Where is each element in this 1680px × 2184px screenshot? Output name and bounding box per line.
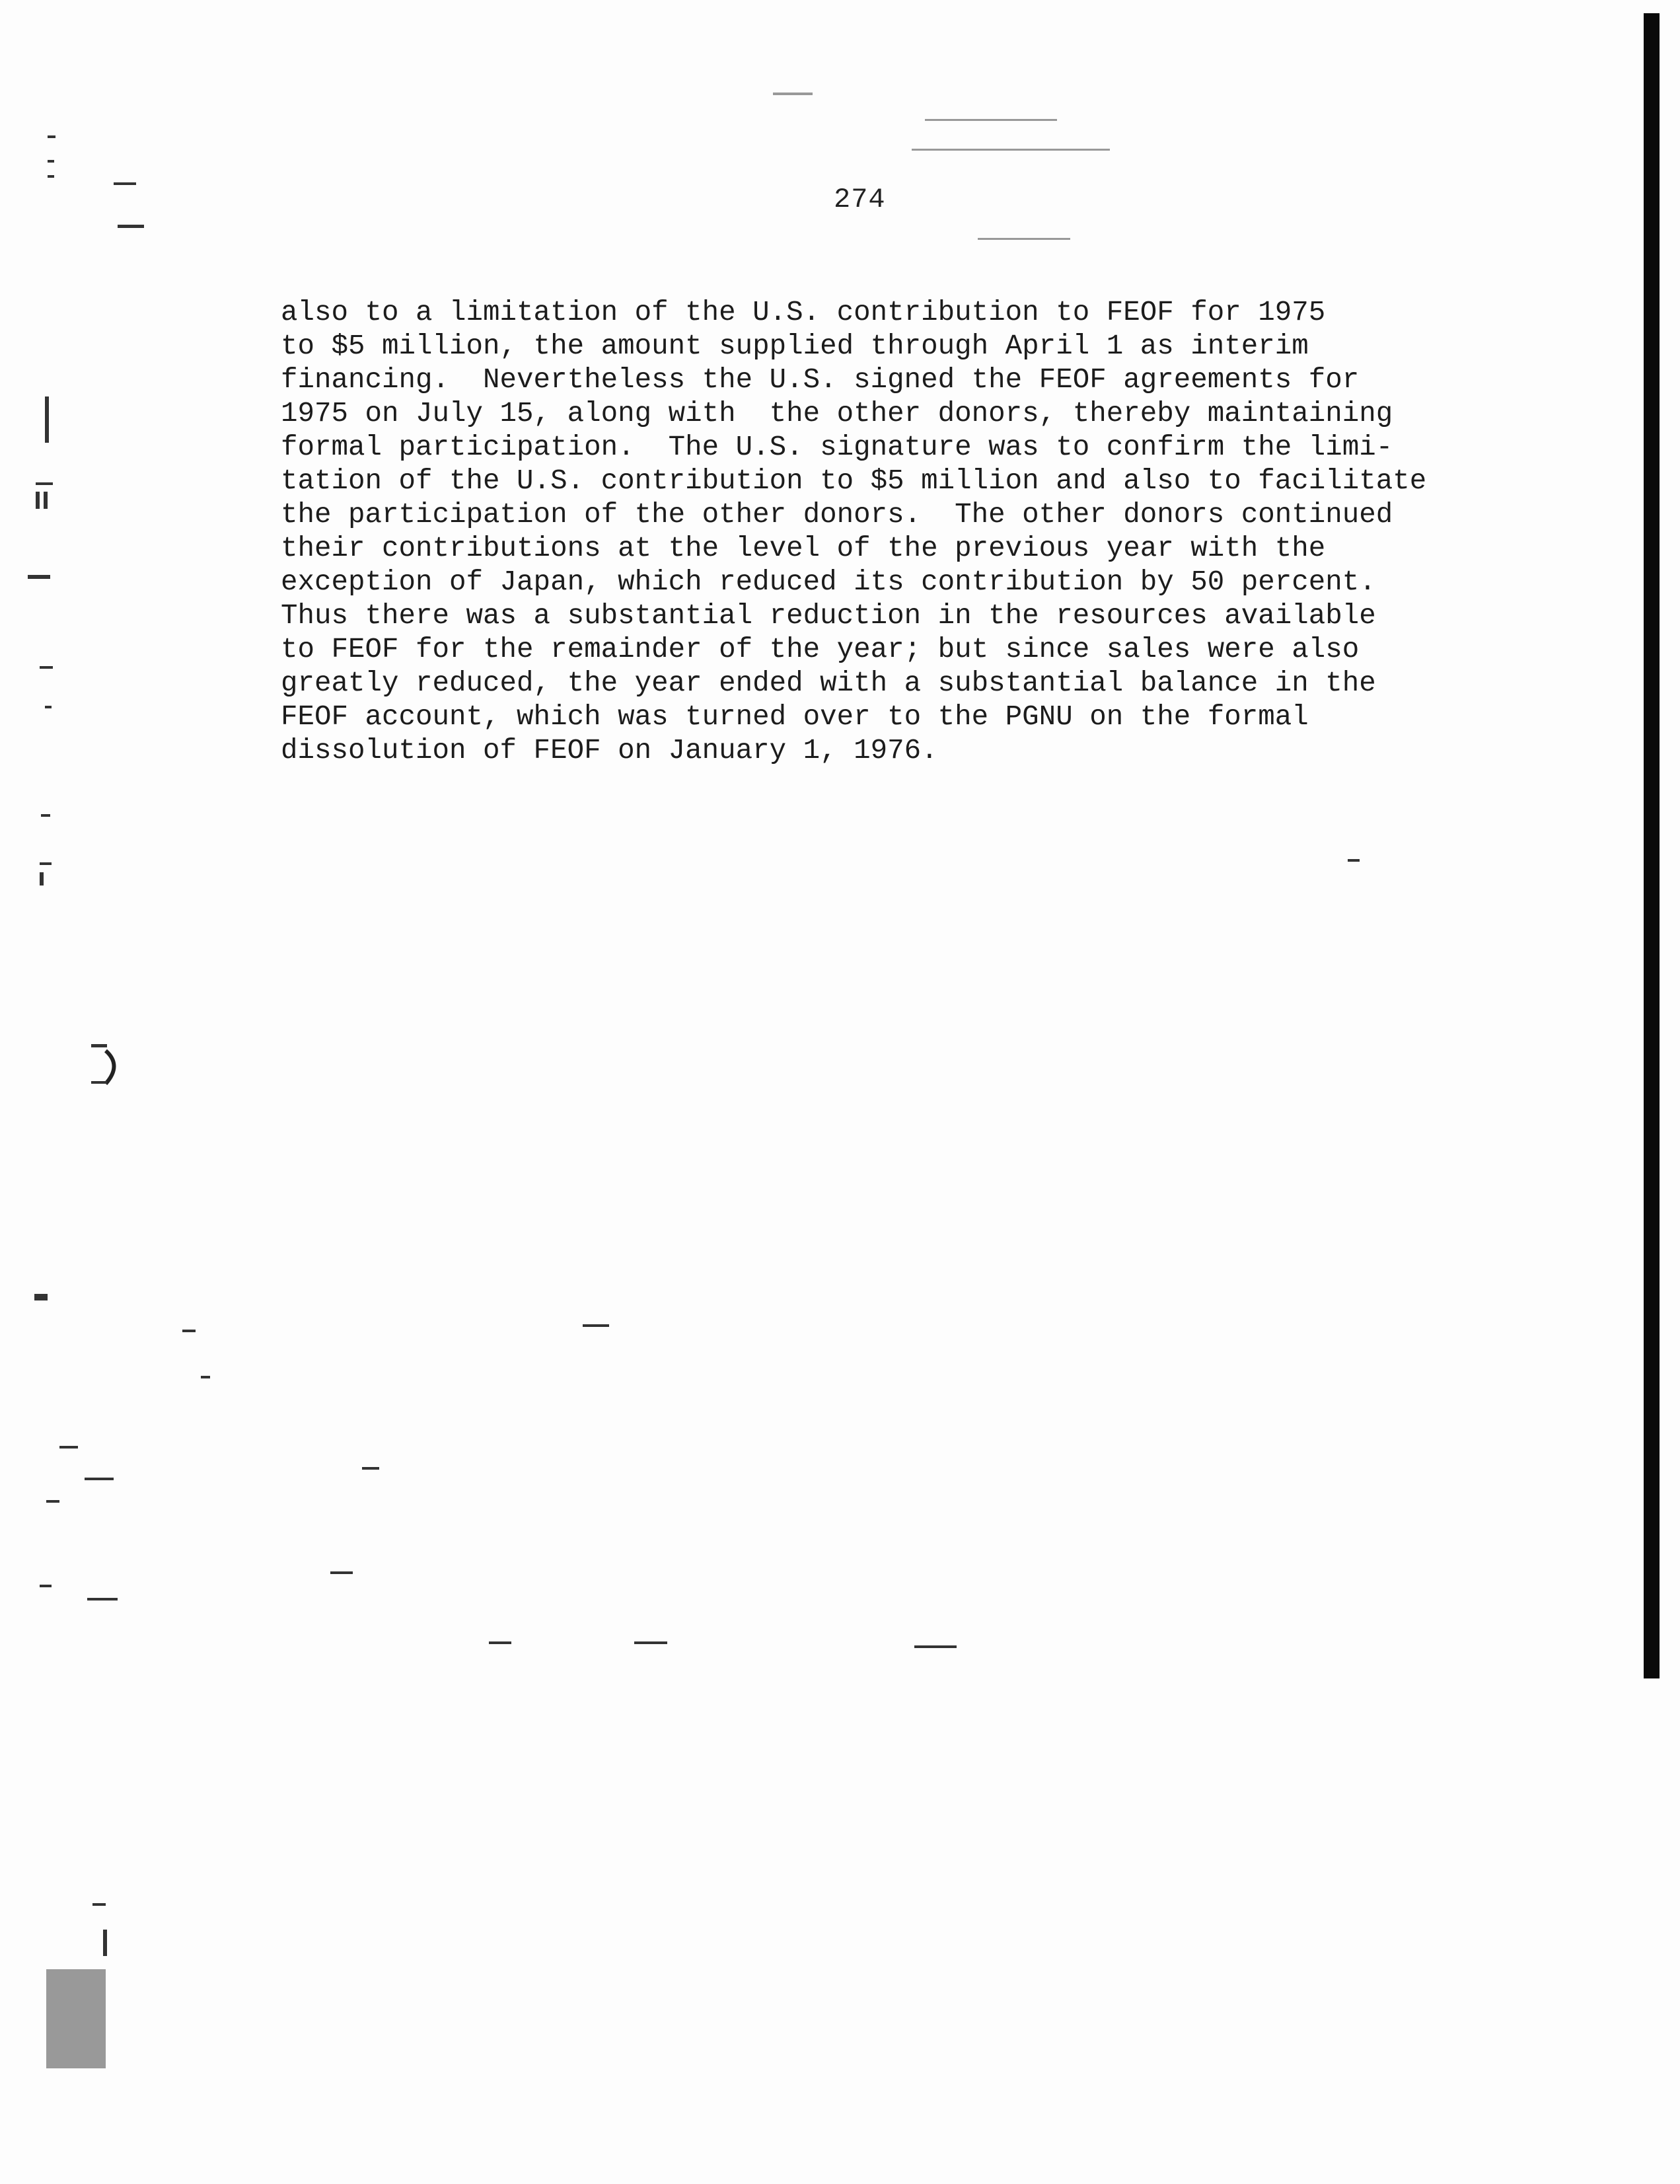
text-line: greatly reduced, the year ended with a substantial balance in the bbox=[281, 667, 1376, 699]
text-line: Thus there was a substantial reduction in the resources available bbox=[281, 600, 1376, 632]
text-line: exception of Japan, which reduced its contribution by 50 percent. bbox=[281, 566, 1376, 598]
text-line: formal participation. The U.S. signature was to confirm the limi- bbox=[281, 432, 1393, 463]
text-line: the participation of the other donors. The other donors continued bbox=[281, 499, 1393, 531]
text-line: to FEOF for the remainder of the year; but since sales were also bbox=[281, 634, 1360, 665]
page-number: 274 bbox=[834, 184, 886, 215]
text-line: to $5 million, the amount supplied through April 1 as interim bbox=[281, 330, 1309, 362]
text-line: dissolution of FEOF on January 1, 1976. bbox=[281, 735, 938, 767]
text-line: FEOF account, which was turned over to the PGNU on the formal bbox=[281, 701, 1309, 733]
text-line: 1975 on July 15, along with the other donors, thereby maintaining bbox=[281, 398, 1393, 430]
body-paragraph bbox=[281, 296, 1490, 768]
scan-edge-bar bbox=[1644, 13, 1660, 1678]
text-line: financing. Nevertheless the U.S. signed the FEOF agreements for bbox=[281, 364, 1360, 396]
text-line: tation of the U.S. contribution to $5 million and also to facilitate bbox=[281, 465, 1427, 497]
text-line: their contributions at the level of the previous year with the bbox=[281, 533, 1326, 564]
text-line: also to a limitation of the U.S. contribution to FEOF for 1975 bbox=[281, 297, 1326, 328]
